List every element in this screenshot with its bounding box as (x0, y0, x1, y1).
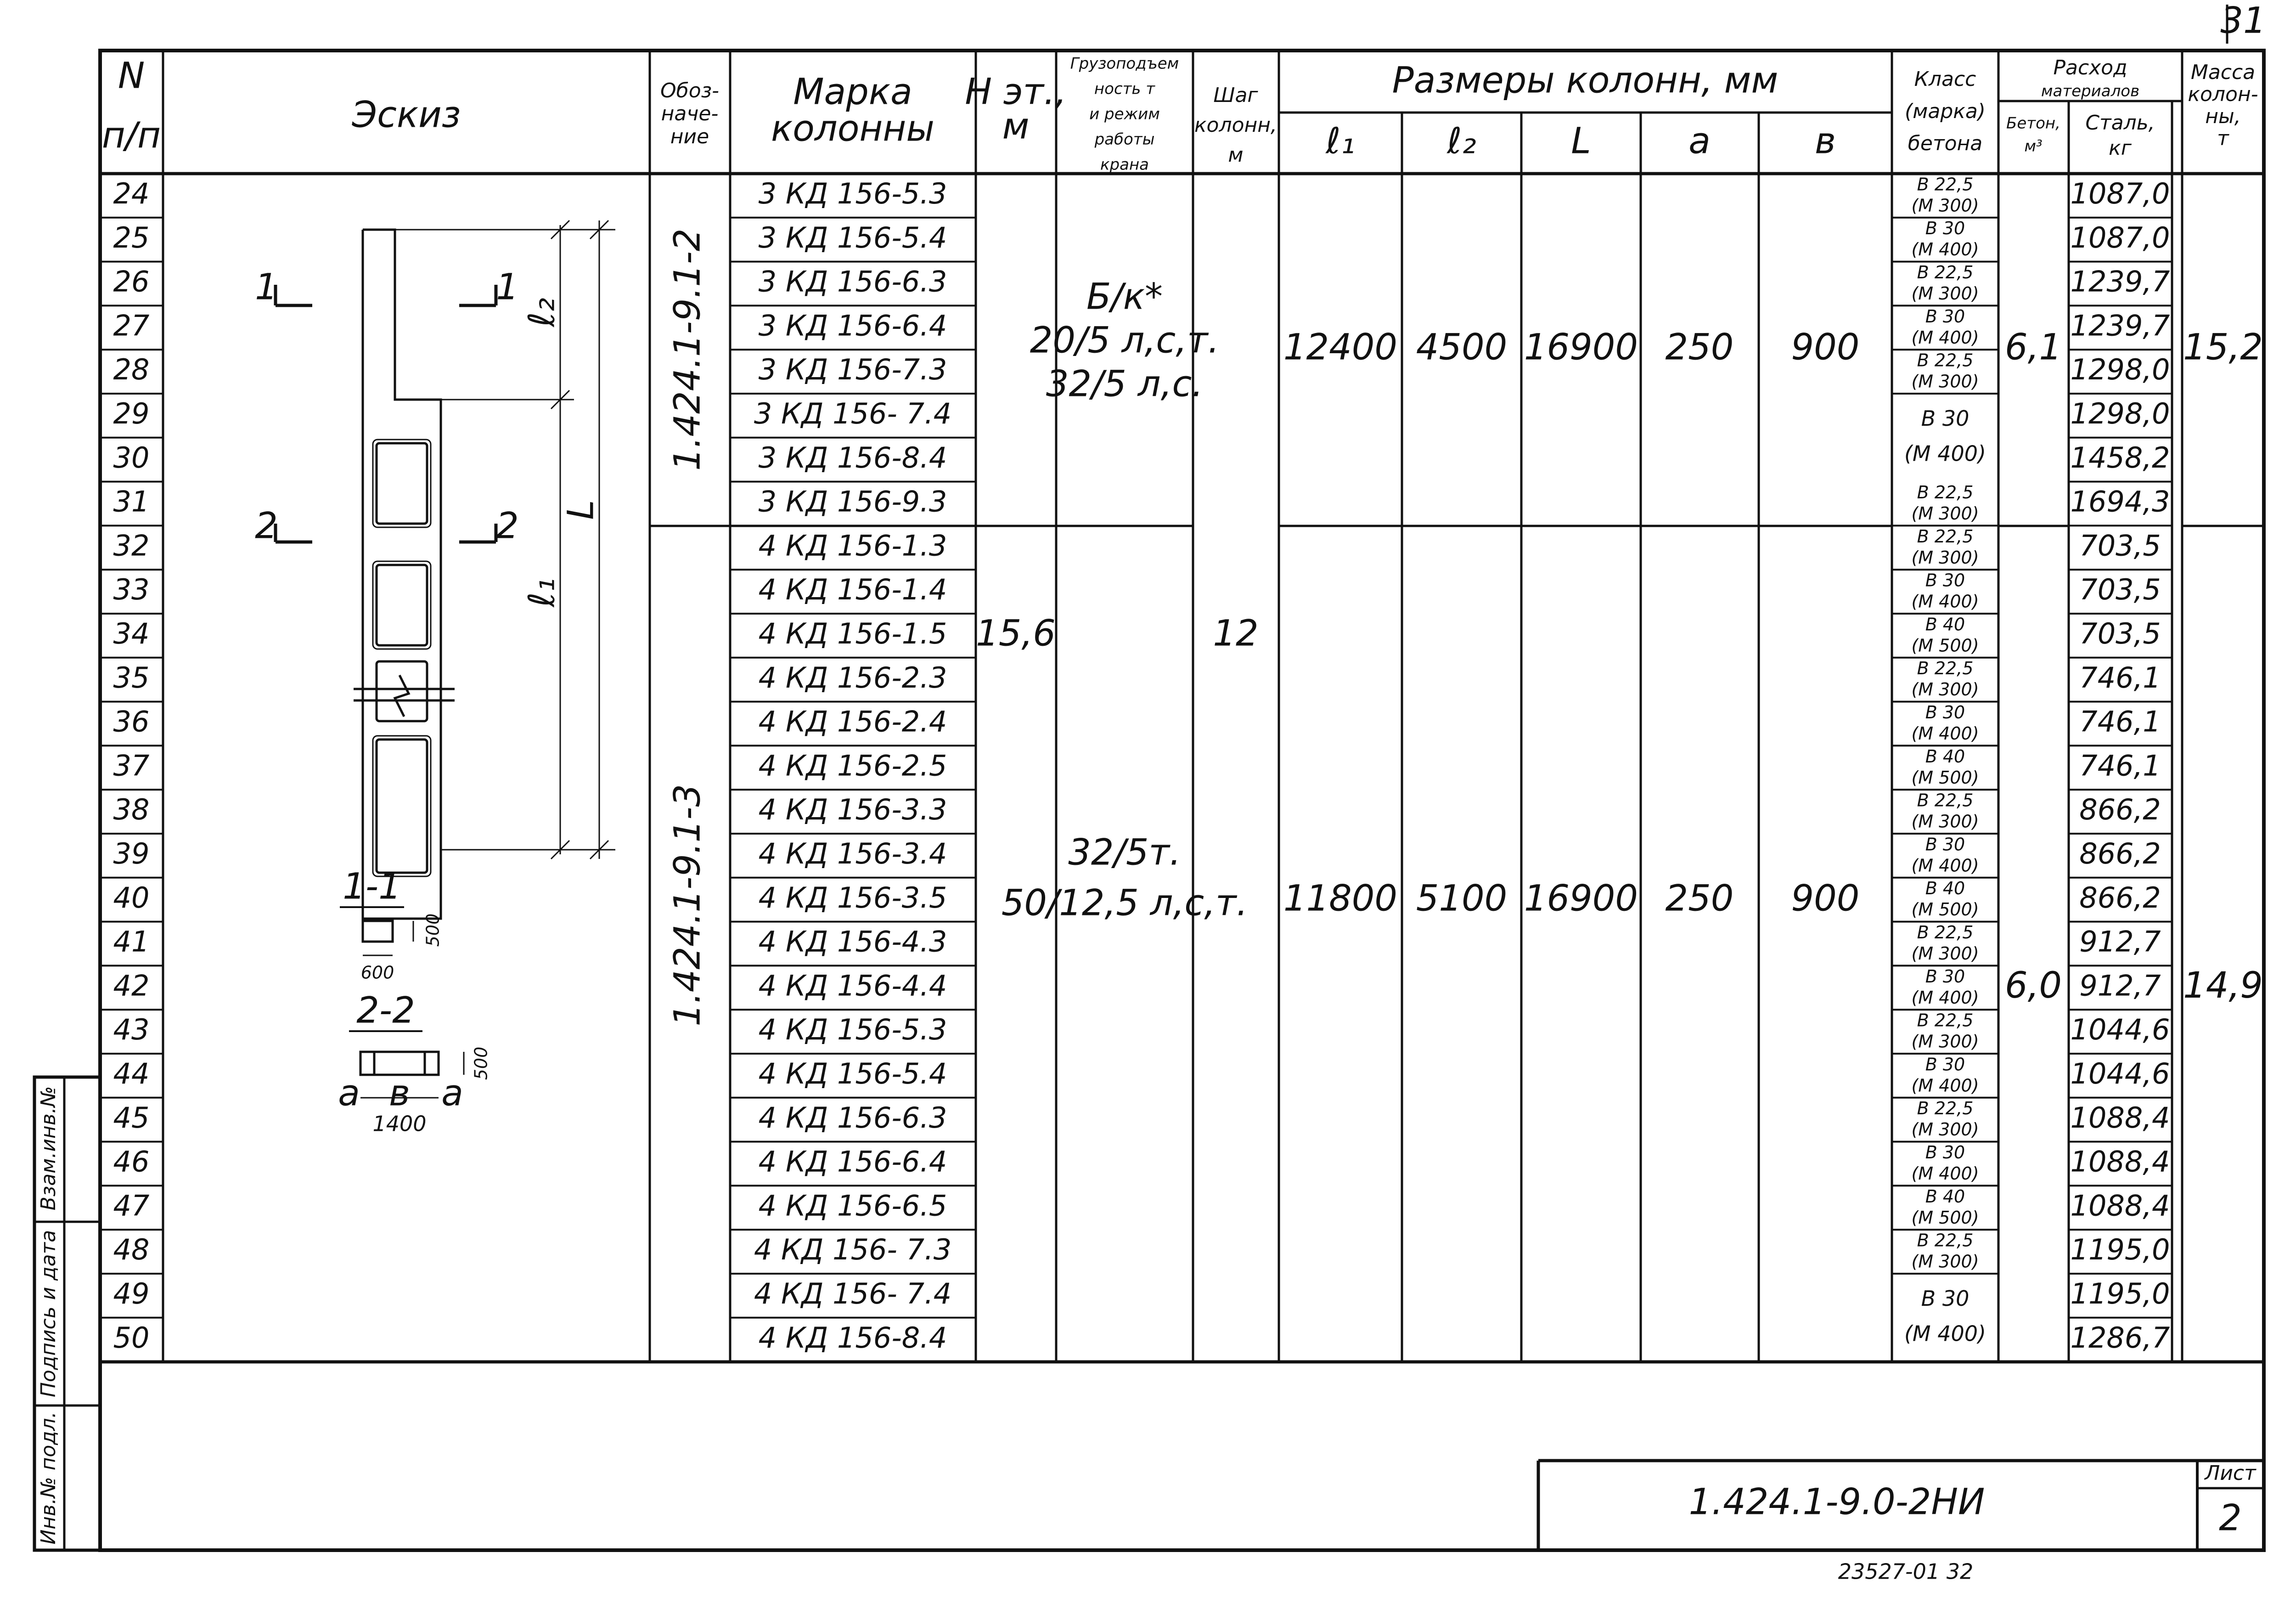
concrete-class: В 30 (1921, 1286, 1970, 1311)
section-1-1-width: 600 (360, 962, 394, 983)
section-2-2-a: а (338, 1072, 360, 1114)
steel-value: 1298,0 (2070, 353, 2170, 387)
concrete-class: В 30 (1921, 406, 1970, 431)
dim-l1: 12400 (1283, 327, 1398, 368)
section-mark: 1 (255, 266, 278, 308)
steel-value: 912,7 (2079, 925, 2161, 959)
header-concrete-class: бетона (1908, 132, 1983, 155)
header-crane: работы (1094, 130, 1155, 149)
concrete-class: (М 300) (1911, 283, 1979, 304)
steel-value: 746,1 (2079, 705, 2161, 739)
column-sketch (276, 220, 615, 1098)
steel-value: 1088,4 (2070, 1145, 2170, 1179)
dim-a: 250 (1665, 327, 1734, 368)
sketch-dim-l2: ℓ₂ (521, 298, 563, 327)
section-mark: 1 (496, 266, 519, 308)
column-mark: 4 КД 156-3.3 (758, 793, 947, 827)
dim-b: 900 (1791, 327, 1860, 368)
crane-regime: Б/к* (1086, 276, 1163, 318)
column-mark: 4 КД 156-4.3 (758, 925, 947, 959)
steel-value: 746,1 (2079, 749, 2161, 783)
header-floor-height: Н эт., (965, 71, 1067, 113)
dim-l1: 11800 (1283, 878, 1398, 920)
concrete-volume: 6,0 (2004, 965, 2062, 1006)
concrete-class: В 40 (1925, 746, 1965, 767)
row-number: 40 (113, 881, 150, 914)
header-concrete-class: (марка) (1905, 100, 1986, 123)
row-number: 24 (113, 176, 150, 210)
sheet-number: 2 (2219, 1497, 2242, 1539)
header-crane: и режим (1089, 105, 1160, 124)
header-dim: ℓ₂ (1447, 120, 1476, 162)
row-number: 39 (113, 836, 150, 870)
header-consumption: материалов (2041, 82, 2140, 101)
header-floor-height: м (1002, 106, 1030, 147)
section-1-1-label: 1-1 (343, 866, 401, 908)
dim-l2: 5100 (1416, 878, 1508, 920)
concrete-class: (М 300) (1911, 1031, 1979, 1052)
header-concrete-class: Класс (1914, 68, 1976, 91)
section-mark: 2 (496, 505, 519, 547)
stamp-signature-date: Подпись и дата (37, 1230, 60, 1398)
steel-value: 1195,0 (2070, 1276, 2170, 1310)
concrete-class: (М 300) (1911, 943, 1979, 964)
steel-value: 866,2 (2079, 881, 2161, 914)
header-dim: a (1688, 120, 1711, 162)
section-1-1-height: 500 (422, 913, 443, 947)
steel-value: 1044,6 (2070, 1056, 2170, 1090)
concrete-class: (М 500) (1911, 635, 1979, 656)
steel-value: 1044,6 (2070, 1013, 2170, 1047)
column-mark: 4 КД 156-2.4 (758, 705, 947, 739)
page-number: 31 (2220, 0, 2266, 42)
floor-height: 15,6 (976, 613, 1056, 655)
concrete-class: (М 400) (1911, 239, 1979, 260)
steel-value: 866,2 (2079, 793, 2161, 827)
row-number: 38 (113, 793, 150, 827)
concrete-class: В 22,5 (1917, 262, 1974, 282)
steel-value: 1239,7 (2070, 309, 2170, 343)
column-mark: 4 КД 156-1.3 (758, 529, 947, 563)
concrete-class: (М 300) (1911, 1251, 1979, 1272)
section-2-2-width: 1400 (372, 1111, 427, 1136)
row-number: 29 (113, 396, 150, 430)
column-mark: 4 КД 156-6.3 (758, 1101, 947, 1135)
column-mark: 4 КД 156-8.4 (758, 1321, 947, 1355)
header-crane: ность т (1094, 79, 1155, 98)
concrete-class: (М 400) (1911, 1163, 1979, 1184)
column-step: 12 (1213, 613, 1259, 655)
header-crane: крана (1100, 155, 1149, 174)
sketch-dim-L: L (560, 500, 602, 520)
steel-value: 703,5 (2079, 529, 2161, 563)
row-number: 27 (113, 309, 150, 343)
steel-value: 703,5 (2079, 573, 2161, 607)
section-2-2-b: в (389, 1072, 410, 1114)
header-sketch: Эскиз (352, 94, 461, 136)
header-step: Шаг (1213, 84, 1258, 107)
document-code: 1.424.1-9.0-2НИ (1688, 1481, 1985, 1523)
steel-value: 1458,2 (2070, 440, 2170, 474)
row-number: 25 (113, 220, 150, 254)
concrete-class: (М 500) (1911, 767, 1979, 788)
row-number: 35 (113, 660, 150, 694)
row-number: 37 (113, 749, 150, 783)
row-number: 30 (113, 440, 150, 474)
row-number: 45 (113, 1101, 150, 1135)
row-number: 46 (113, 1145, 150, 1179)
row-number: 41 (113, 925, 150, 959)
column-mark: 4 КД 156-6.4 (758, 1145, 947, 1179)
concrete-class: (М 300) (1911, 371, 1979, 392)
text-layer (37, 0, 2266, 1584)
concrete-class: (М 400) (1911, 327, 1979, 348)
concrete-class: (М 300) (1911, 547, 1979, 568)
concrete-class: В 30 (1925, 966, 1965, 987)
column-mark: 4 КД 156-2.3 (758, 660, 947, 694)
concrete-class: (М 400) (1911, 987, 1979, 1008)
concrete-class: В 22,5 (1917, 1230, 1974, 1251)
section-2-2-a: а (441, 1072, 463, 1114)
designation: 1.424.1-9.1-3 (667, 784, 709, 1027)
row-number: 43 (113, 1013, 150, 1047)
row-number: 33 (113, 573, 150, 607)
column-mark: 4 КД 156-5.4 (758, 1056, 947, 1090)
row-number: 47 (113, 1189, 150, 1223)
header-num: N (118, 55, 145, 97)
header-steel: Сталь, (2085, 111, 2155, 135)
steel-value: 912,7 (2079, 969, 2161, 1003)
column-mark: 3 КД 156- 7.4 (754, 396, 952, 430)
row-number: 32 (113, 529, 150, 563)
column-mark: 3 КД 156-9.3 (758, 485, 947, 519)
steel-value: 1087,0 (2070, 176, 2170, 210)
row-number: 26 (113, 265, 150, 299)
steel-value: 1239,7 (2070, 265, 2170, 299)
header-dim: L (1571, 120, 1591, 162)
concrete-class: (М 300) (1911, 503, 1979, 524)
column-mark: 4 КД 156-5.3 (758, 1013, 947, 1047)
dim-b: 900 (1791, 878, 1860, 920)
steel-value: 1286,7 (2070, 1321, 2170, 1355)
row-number: 31 (113, 485, 150, 519)
concrete-class: В 40 (1925, 878, 1965, 899)
header-dim: ℓ₁ (1326, 120, 1355, 162)
concrete-class: В 22,5 (1917, 922, 1974, 943)
column-mark: 3 КД 156-6.3 (758, 265, 947, 299)
column-mark: 4 КД 156- 7.4 (754, 1276, 952, 1310)
section-2-2-height: 500 (471, 1046, 491, 1080)
column-mark: 3 КД 156-5.3 (758, 176, 947, 210)
concrete-class: (М 500) (1911, 1207, 1979, 1228)
row-number: 28 (113, 353, 150, 387)
dim-l2: 4500 (1416, 327, 1508, 368)
steel-value: 746,1 (2079, 660, 2161, 694)
concrete-class: (М 400) (1911, 1075, 1979, 1096)
row-number: 34 (113, 616, 150, 650)
section-mark: 2 (255, 505, 278, 547)
steel-value: 1694,3 (2070, 485, 2170, 519)
header-mark: колонны (771, 108, 934, 150)
column-mark: 3 КД 156-7.3 (758, 353, 947, 387)
header-mark: Марка (793, 71, 912, 113)
concrete-class: (М 400) (1904, 441, 1986, 466)
header-designation: Обоз- (660, 79, 719, 102)
column-mark: 3 КД 156-8.4 (758, 440, 947, 474)
stamp-inv-podl: Инв.№ подл. (37, 1411, 60, 1545)
concrete-class: (М 400) (1904, 1321, 1986, 1346)
section-2-2-label: 2-2 (356, 990, 415, 1032)
column-mass: 14,9 (2183, 965, 2263, 1006)
concrete-class: (М 300) (1911, 811, 1979, 832)
concrete-class: (М 500) (1911, 899, 1979, 920)
concrete-class: В 22,5 (1917, 1010, 1974, 1031)
concrete-class: В 22,5 (1917, 482, 1974, 502)
header-steel: кг (2109, 136, 2132, 160)
row-number: 48 (113, 1233, 150, 1267)
header-crane: Грузоподъем (1070, 54, 1179, 73)
concrete-class: (М 400) (1911, 855, 1979, 876)
concrete-class: В 22,5 (1917, 350, 1974, 371)
concrete-class: (М 400) (1911, 723, 1979, 744)
crane-regime: 32/5 л,с. (1046, 363, 1204, 405)
designation: 1.424.1-9.1-2 (667, 228, 709, 471)
header-consumption: Расход (2053, 56, 2127, 79)
header-concrete-vol: м³ (2024, 137, 2043, 156)
header-designation: ние (670, 125, 709, 148)
dim-a: 250 (1665, 878, 1734, 920)
header-mass: т (2217, 127, 2229, 150)
column-mass: 15,2 (2183, 327, 2263, 368)
steel-value: 1298,0 (2070, 396, 2170, 430)
header-step: колонн, (1194, 113, 1277, 137)
steel-value: 703,5 (2079, 616, 2161, 650)
dim-L: 16900 (1524, 327, 1638, 368)
column-mark: 3 КД 156-6.4 (758, 309, 947, 343)
row-number: 36 (113, 705, 150, 739)
row-number: 42 (113, 969, 150, 1003)
header-dims-title: Размеры колонн, мм (1392, 60, 1778, 102)
header-num: п/п (101, 115, 161, 157)
concrete-class: В 22,5 (1917, 790, 1974, 811)
column-mark: 3 КД 156-5.4 (758, 220, 947, 254)
sketch-dim-l1: ℓ₁ (521, 578, 563, 607)
row-number: 49 (113, 1276, 150, 1310)
concrete-class: (М 300) (1911, 679, 1979, 700)
concrete-class: В 22,5 (1917, 526, 1974, 547)
header-dim: в (1815, 120, 1836, 162)
header-concrete-vol: Бетон, (2006, 114, 2060, 133)
column-mark: 4 КД 156-2.5 (758, 749, 947, 783)
column-mark: 4 КД 156-3.4 (758, 836, 947, 870)
concrete-class: В 30 (1925, 834, 1965, 855)
concrete-class: (М 300) (1911, 195, 1979, 216)
concrete-class: В 30 (1925, 306, 1965, 327)
column-mark: 4 КД 156-1.4 (758, 573, 947, 607)
concrete-class: В 30 (1925, 702, 1965, 722)
column-mark: 4 КД 156-3.5 (758, 881, 947, 914)
column-mark: 4 КД 156-4.4 (758, 969, 947, 1003)
steel-value: 866,2 (2079, 836, 2161, 870)
header-mass: ны, (2205, 105, 2241, 128)
header-mass: колон- (2188, 83, 2258, 106)
concrete-class: (М 300) (1911, 1119, 1979, 1140)
concrete-class: В 22,5 (1917, 174, 1974, 195)
sheet-label: Лист (2205, 1462, 2256, 1485)
concrete-class: В 30 (1925, 1142, 1965, 1163)
concrete-class: В 40 (1925, 1186, 1965, 1207)
steel-value: 1195,0 (2070, 1233, 2170, 1267)
crane-regime: 50/12,5 л,с,т. (1001, 882, 1248, 924)
concrete-class: В 40 (1925, 614, 1965, 635)
header-mass: Масса (2190, 61, 2256, 84)
row-number: 50 (113, 1321, 150, 1355)
column-mark: 4 КД 156-6.5 (758, 1189, 947, 1223)
dim-L: 16900 (1524, 878, 1638, 920)
concrete-volume: 6,1 (2004, 327, 2062, 368)
steel-value: 1088,4 (2070, 1101, 2170, 1135)
concrete-class: (М 400) (1911, 591, 1979, 612)
row-number: 44 (113, 1056, 150, 1090)
crane-regime: 32/5т. (1068, 832, 1181, 874)
header-designation: наче- (661, 102, 719, 125)
steel-value: 1087,0 (2070, 220, 2170, 254)
header-step: м (1228, 143, 1244, 167)
concrete-class: В 22,5 (1917, 658, 1974, 679)
crane-regime: 20/5 л,с,т. (1030, 320, 1220, 361)
concrete-class: В 30 (1925, 570, 1965, 591)
concrete-class: В 22,5 (1917, 1098, 1974, 1119)
column-mark: 4 КД 156- 7.3 (754, 1233, 952, 1267)
column-mark: 4 КД 156-1.5 (758, 616, 947, 650)
steel-value: 1088,4 (2070, 1189, 2170, 1223)
stamp-vzam-inv: Взам.инв.№ (37, 1086, 60, 1211)
concrete-class: В 30 (1925, 218, 1965, 239)
footer-archive-number: 23527-01 32 (1838, 1559, 1974, 1584)
concrete-class: В 30 (1925, 1054, 1965, 1075)
